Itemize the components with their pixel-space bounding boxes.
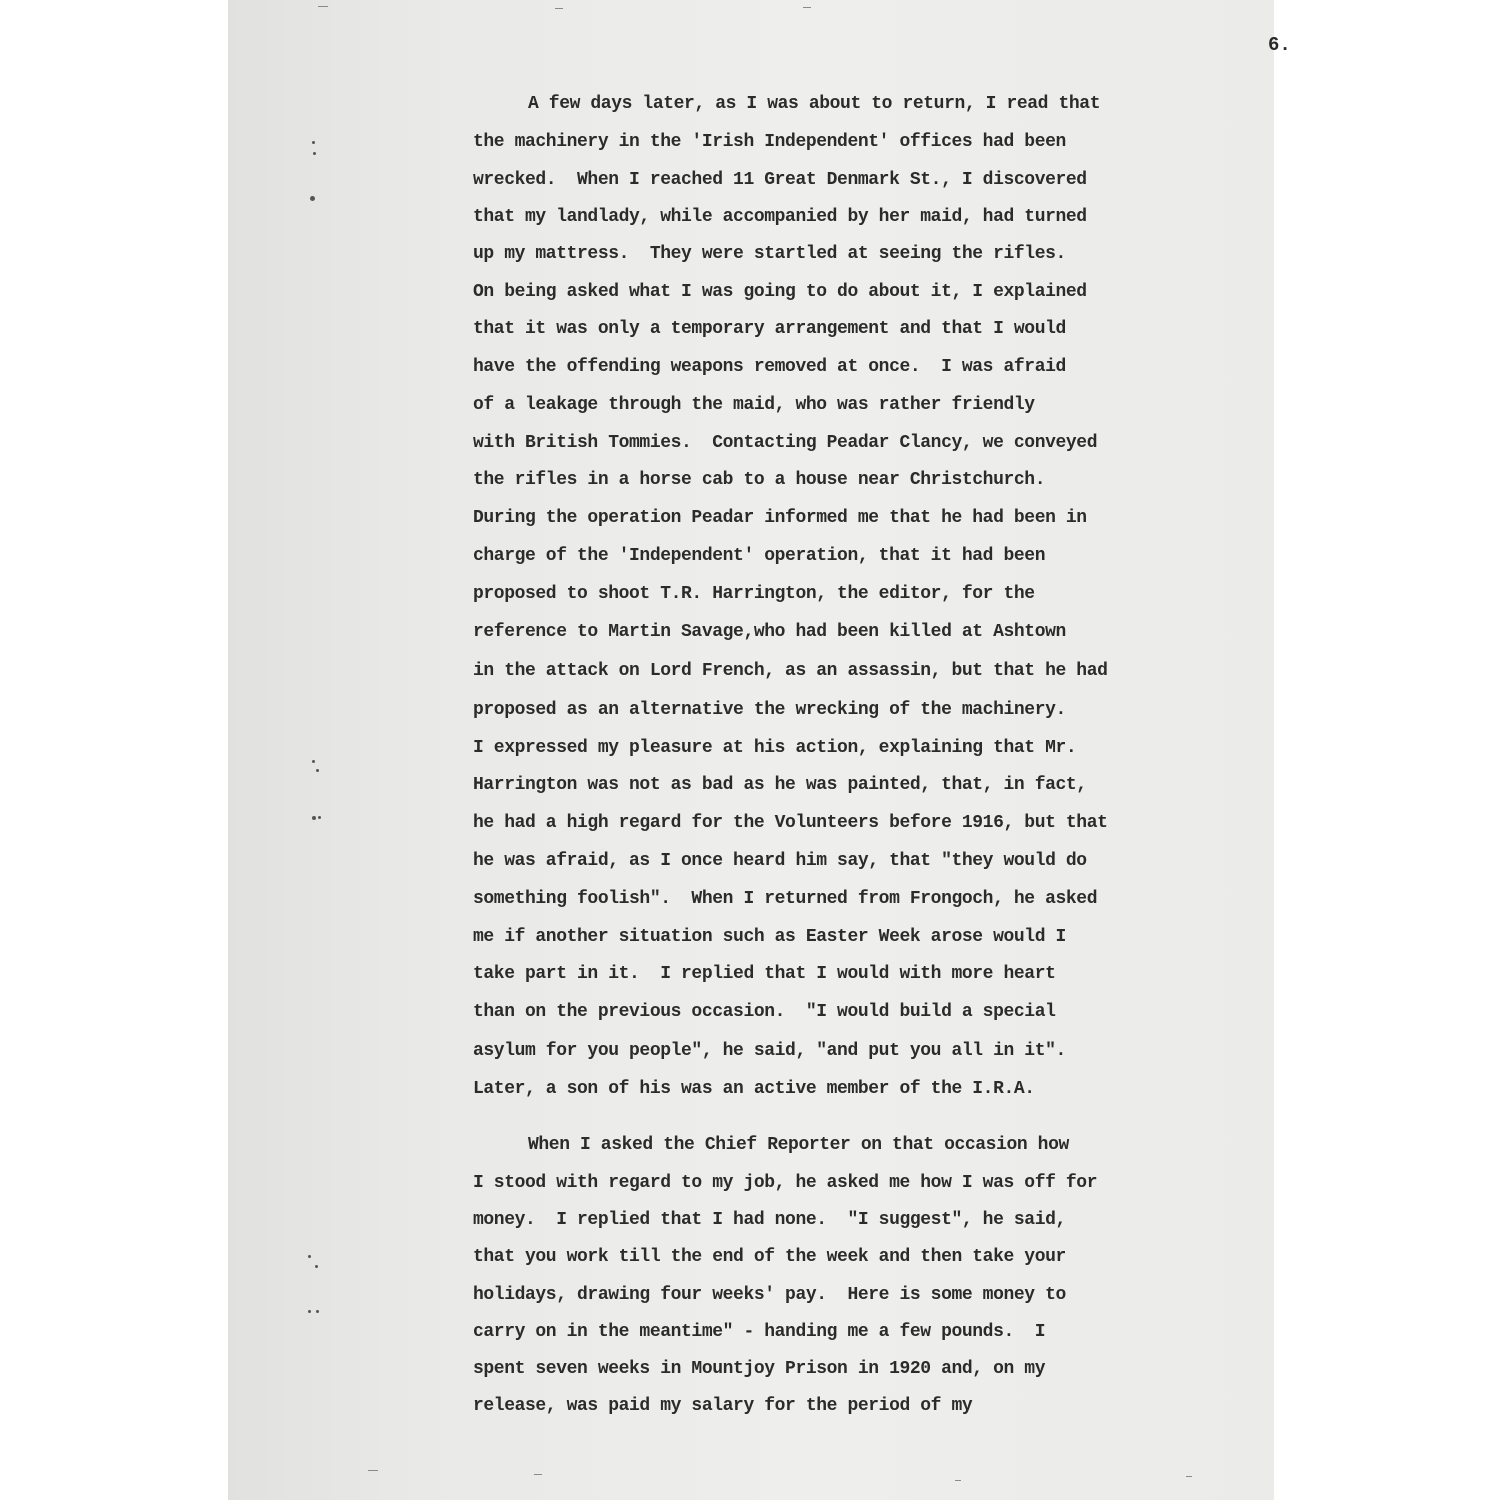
edge-mark [1186, 1476, 1192, 1477]
text-line: up my mattress. They were startled at seeing the rifles. [473, 244, 1066, 264]
text-line: that it was only a temporary arrangement and that I would [473, 319, 1066, 339]
text-line: of a leakage through the maid, who was rather friendly [473, 395, 1035, 415]
text-line: I stood with regard to my job, he asked me how I was off for [473, 1173, 1098, 1193]
text-line: Later, a son of his was an active member of the I.R.A. [473, 1079, 1035, 1099]
text-line: have the offending weapons removed at once. I was afraid [473, 357, 1066, 377]
text-line: release, was paid my salary for the period of my [473, 1396, 973, 1416]
margin-speck [308, 1255, 311, 1258]
text-line: charge of the 'Independent' operation, that it had been [473, 546, 1046, 566]
margin-speck [313, 152, 316, 155]
margin-speck [312, 816, 316, 820]
page-number: 6. [1268, 34, 1291, 56]
text-line: something foolish". When I returned from Frongoch, he asked [473, 889, 1098, 909]
text-line: that you work till the end of the week and then take your [473, 1247, 1066, 1267]
text-line: reference to Martin Savage,who had been killed at Ashtown [473, 622, 1066, 642]
margin-speck [310, 196, 315, 201]
text-line: asylum for you people", he said, "and put you all in it". [473, 1041, 1066, 1061]
text-line: spent seven weeks in Mountjoy Prison in 1920 and, on my [473, 1359, 1046, 1379]
text-line: money. I replied that I had none. "I suggest", he said, [473, 1210, 1066, 1230]
text-line: he was afraid, as I once heard him say, that "they would do [473, 851, 1087, 871]
edge-mark [368, 1470, 378, 1471]
text-line: proposed as an alternative the wrecking of the machinery. [473, 700, 1066, 720]
margin-speck [316, 1310, 319, 1313]
text-line: wrecked. When I reached 11 Great Denmark St., I discovered [473, 170, 1087, 190]
text-line: me if another situation such as Easter Week arose would I [473, 927, 1066, 947]
margin-speck [312, 760, 315, 763]
text-line: When I asked the Chief Reporter on that occasion how [528, 1135, 1069, 1155]
text-line: with British Tommies. Contacting Peadar Clancy, we conveyed [473, 433, 1098, 453]
text-line: in the attack on Lord French, as an assassin, but that he had [473, 661, 1108, 681]
typewritten-page [228, 0, 1291, 1500]
text-line: On being asked what I was going to do about it, I explained [473, 282, 1087, 302]
text-line: that my landlady, while accompanied by her maid, had turned [473, 207, 1087, 227]
text-line: he had a high regard for the Volunteers before 1916, but that [473, 813, 1108, 833]
text-line: the machinery in the 'Irish Independent' offices had been [473, 132, 1066, 152]
margin-speck [318, 816, 321, 819]
margin-speck [308, 1310, 311, 1313]
text-line: During the operation Peadar informed me that he had been in [473, 508, 1087, 528]
edge-mark [534, 1474, 542, 1475]
edge-mark [803, 7, 811, 8]
text-line: holidays, drawing four weeks' pay. Here is some money to [473, 1285, 1066, 1305]
edge-mark [955, 1480, 961, 1481]
text-line: carry on in the meantime" - handing me a few pounds. I [473, 1322, 1046, 1342]
text-line: I expressed my pleasure at his action, explaining that Mr. [473, 738, 1077, 758]
text-line: take part in it. I replied that I would with more heart [473, 964, 1056, 984]
text-line: A few days later, as I was about to return, I read that [528, 94, 1101, 114]
margin-speck [312, 141, 315, 144]
text-line: Harrington was not as bad as he was painted, that, in fact, [473, 775, 1087, 795]
text-line: proposed to shoot T.R. Harrington, the editor, for the [473, 584, 1035, 604]
edge-mark [318, 6, 328, 7]
margin-speck [316, 769, 319, 772]
edge-mark [555, 8, 563, 9]
text-line: the rifles in a horse cab to a house near Christchurch. [473, 470, 1046, 490]
margin-speck [315, 1265, 318, 1268]
text-line: than on the previous occasion. "I would build a special [473, 1002, 1056, 1022]
